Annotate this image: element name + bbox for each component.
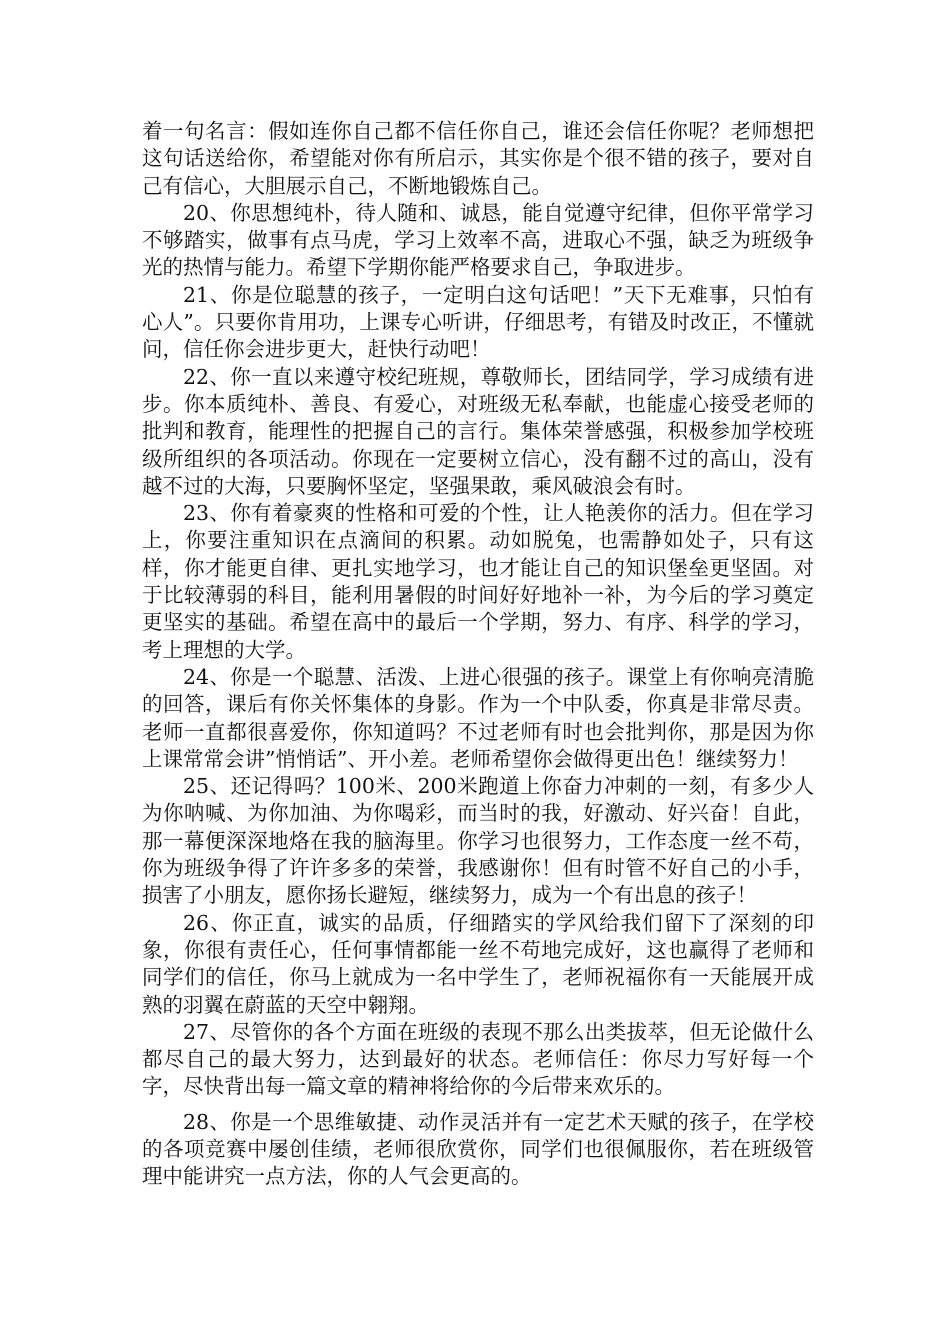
paragraph-continuation: 着一句名言：假如连你自己都不信任你自己，谁还会信任你呢？老师想把这句话送给你，希望能对你有所启示，其实你是个很不错的孩子，要对自己有信心，大胆展示自己，不断地锻炼自己。	[142, 119, 814, 198]
paragraph-comment-27: 27、尽管你的各个方面在班级的表现不那么出类拔萃，但无论做什么都尽自己的最大努力，达到最好的状态。老师信任：你尽力写好每一个字，尽快背出每一篇文章的精神将给你的今后带来欢乐的。	[142, 1019, 814, 1099]
paragraph-comment-24: 24、你是一个聪慧、活泼、上进心很强的孩子。课堂上有你响亮清脆的回答，课后有你关怀集体的身影。作为一个中队委，你真是非常尽责。老师一直都很喜爱你，你知道吗？不过老师有时也会批判你，那是因为你上课常常会讲”悄悄话”、开小差。老师希望你会做得更出色！继续努力！	[142, 664, 814, 771]
paragraph-comment-22: 22、你一直以来遵守校纪班规，尊敬师长，团结同学，学习成绩有进步。你本质纯朴、善良、有爱心，对班级无私奉献，也能虚心接受老师的批判和教育，能理性的把握自己的言行。集体荣誉感强，积极参加学校班级所组织的各项活动。你现在一定要树立信心，没有翻不过的高山，没有越不过的大海，只要胸怀坚定，坚强果敢，乘风破浪会有时。	[142, 364, 814, 498]
paragraph-comment-21: 21、你是位聪慧的孩子，一定明白这句话吧！”天下无难事，只怕有心人”。只要你肯用功，上课专心听讲，仔细思考，有错及时改正，不懂就问，信任你会进步更大，赶快行动吧！	[142, 282, 814, 362]
paragraph-comment-25: 25、还记得吗？100米、200米跑道上你奋力冲刺的一刻，有多少人为你呐喊、为你加油、为你喝彩，而当时的我，好激动、好兴奋！自此，那一幕便深深地烙在我的脑海里。你学习也很努力，工作态度一丝不苟，你为班级争得了许许多多的荣誉，我感谢你！但有时管不好自己的小手，损害了小朋友，愿你扬长避短，继续努力，成为一个有出息的孩子！	[142, 774, 814, 908]
paragraph-comment-20: 20、你思想纯朴，待人随和、诚恳，能自觉遵守纪律，但你平常学习不够踏实，做事有点马虎，学习上效率不高，进取心不强，缺乏为班级争光的热情与能力。希望下学期你能严格要求自己，争取进步。	[142, 200, 814, 280]
paragraph-comment-23: 23、你有着豪爽的性格和可爱的个性，让人艳羡你的活力。但在学习上，你要注重知识在点滴间的积累。动如脱兔，也需静如处子，只有这样，你才能更自律、更扎实地学习，也才能让自己的知识堡垒更坚固。对于比较薄弱的科目，能利用暑假的时间好好地补一补，为今后的学习奠定更坚实的基础。希望在高中的最后一个学期，努力、有序、科学的学习，考上理想的大学。	[142, 501, 814, 662]
document-page	[142, 118, 814, 1191]
paragraph-comment-28: 28、你是一个思维敏捷、动作灵活并有一定艺术天赋的孩子，在学校的各项竞赛中屡创佳绩，老师很欣赏你，同学们也很佩服你，若在班级管理中能讲究一点方法，你的人气会更高的。	[142, 1109, 814, 1189]
paragraph-comment-26: 26、你正直，诚实的品质，仔细踏实的学风给我们留下了深刻的印象，你很有责任心，任何事情都能一丝不苟地完成好，这也赢得了老师和同学们的信任，你马上就成为一名中学生了，老师祝福你有一天能展开成熟的羽翼在蔚蓝的天空中翱翔。	[142, 910, 814, 1017]
